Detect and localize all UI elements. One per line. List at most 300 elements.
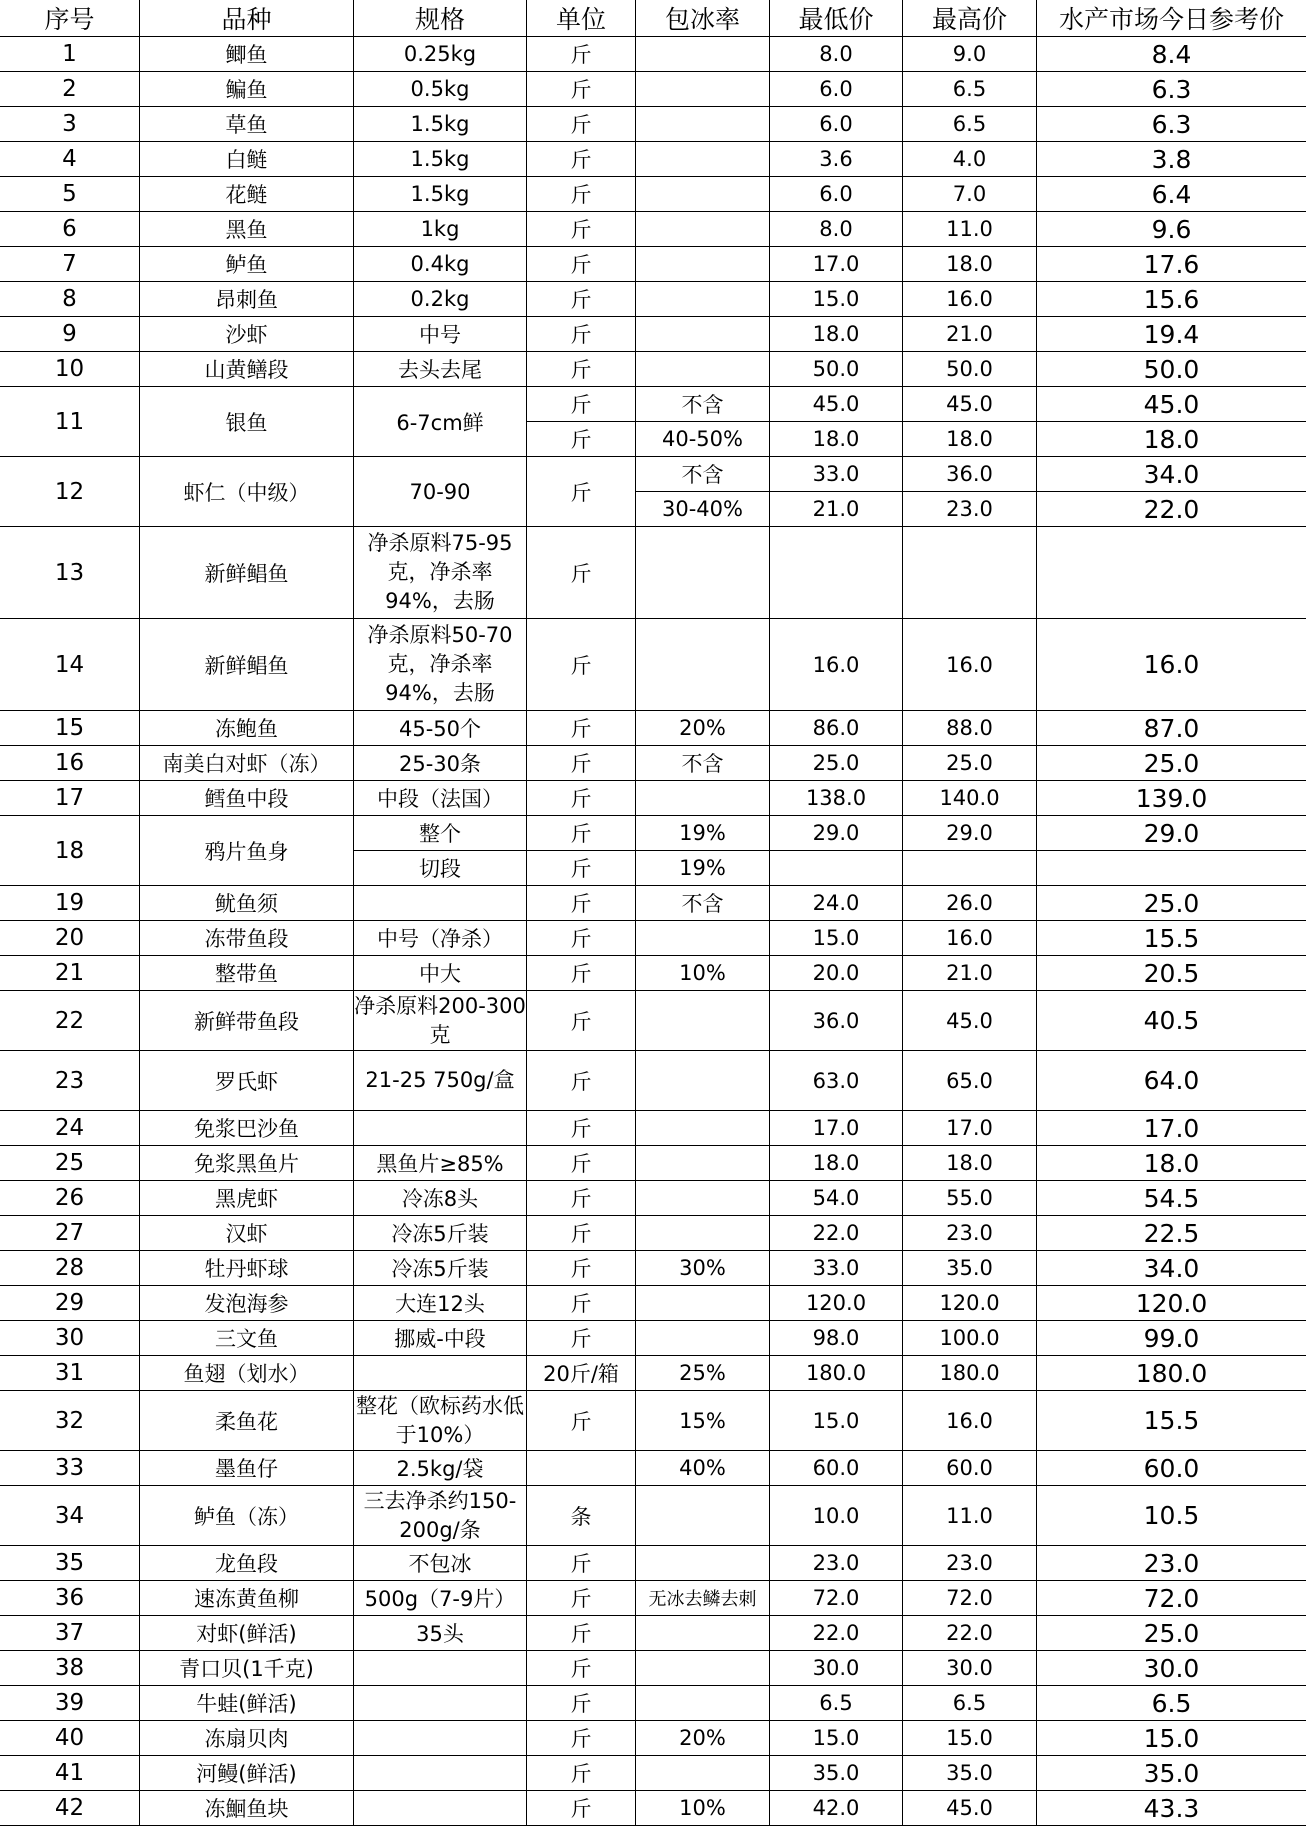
cell-min-price: 17.0 xyxy=(770,1111,903,1146)
table-row xyxy=(0,247,1306,282)
cell-name: 速冻黄鱼柳 xyxy=(140,1581,354,1616)
cell-name: 免浆黑鱼片 xyxy=(140,1146,354,1181)
cell-name: 整带鱼 xyxy=(140,956,354,991)
cell-no: 16 xyxy=(0,746,140,781)
cell-unit: 斤 xyxy=(527,282,636,317)
cell-ref-price: 34.0 xyxy=(1037,457,1306,492)
cell-min-price: 15.0 xyxy=(770,1721,903,1756)
cell-no: 26 xyxy=(0,1181,140,1216)
cell-ice-rate xyxy=(636,1286,770,1321)
cell-unit: 斤 xyxy=(527,1111,636,1146)
cell-name: 昂刺鱼 xyxy=(140,282,354,317)
cell-spec: 500g（7-9片） xyxy=(354,1581,527,1616)
cell-unit: 斤 xyxy=(527,1251,636,1286)
cell-max-price: 88.0 xyxy=(903,711,1037,746)
cell-max-price: 21.0 xyxy=(903,317,1037,352)
cell-name: 虾仁（中级） xyxy=(140,457,354,527)
cell-ref-price: 87.0 xyxy=(1037,711,1306,746)
cell-ref-price: 60.0 xyxy=(1037,1451,1306,1486)
cell-min-price: 24.0 xyxy=(770,886,903,921)
cell-unit: 斤 xyxy=(527,247,636,282)
cell-min-price: 18.0 xyxy=(770,1146,903,1181)
cell-min-price: 17.0 xyxy=(770,247,903,282)
cell-spec: 整个 xyxy=(354,816,527,851)
cell-spec: 净杀原料200-300克 xyxy=(354,991,527,1051)
cell-unit: 斤 xyxy=(527,107,636,142)
cell-no: 33 xyxy=(0,1451,140,1486)
cell-max-price: 35.0 xyxy=(903,1756,1037,1791)
table-row xyxy=(0,1251,1306,1286)
cell-unit: 斤 xyxy=(527,1791,636,1826)
cell-ice-rate xyxy=(636,781,770,816)
cell-unit: 斤 xyxy=(527,1321,636,1356)
cell-ice-rate: 不含 xyxy=(636,746,770,781)
cell-min-price: 30.0 xyxy=(770,1651,903,1686)
cell-unit: 斤 xyxy=(527,921,636,956)
header-no: 序号 xyxy=(0,0,140,37)
header-unit: 单位 xyxy=(527,0,636,37)
cell-ref-price: 30.0 xyxy=(1037,1651,1306,1686)
table-row xyxy=(0,1581,1306,1616)
table-row xyxy=(0,1451,1306,1486)
cell-spec: 0.25kg xyxy=(354,37,527,72)
cell-name: 黑鱼 xyxy=(140,212,354,247)
cell-no: 19 xyxy=(0,886,140,921)
cell-ice-rate: 15% xyxy=(636,1391,770,1451)
cell-max-price: 45.0 xyxy=(903,1791,1037,1826)
cell-min-price: 16.0 xyxy=(770,619,903,711)
cell-unit: 斤 xyxy=(527,387,636,422)
cell-unit: 斤 xyxy=(527,991,636,1051)
cell-unit: 斤 xyxy=(527,1286,636,1321)
cell-name: 鳊鱼 xyxy=(140,72,354,107)
cell-max-price: 11.0 xyxy=(903,1486,1037,1546)
cell-ref-price: 180.0 xyxy=(1037,1356,1306,1391)
cell-max-price: 23.0 xyxy=(903,1216,1037,1251)
cell-no: 1 xyxy=(0,37,140,72)
cell-ref-price: 22.0 xyxy=(1037,492,1306,527)
cell-max-price: 4.0 xyxy=(903,142,1037,177)
cell-unit: 斤 xyxy=(527,1391,636,1451)
cell-min-price: 72.0 xyxy=(770,1581,903,1616)
cell-min-price: 63.0 xyxy=(770,1051,903,1111)
cell-max-price: 50.0 xyxy=(903,352,1037,387)
cell-min-price: 98.0 xyxy=(770,1321,903,1356)
cell-no: 30 xyxy=(0,1321,140,1356)
table-row xyxy=(0,1721,1306,1756)
cell-name: 冻鮰鱼块 xyxy=(140,1791,354,1826)
cell-spec: 0.4kg xyxy=(354,247,527,282)
table-row xyxy=(0,1286,1306,1321)
cell-no: 37 xyxy=(0,1616,140,1651)
cell-unit: 斤 xyxy=(527,352,636,387)
cell-ref-price: 17.0 xyxy=(1037,1111,1306,1146)
cell-name: 鱼翅（划水） xyxy=(140,1356,354,1391)
cell-min-price: 8.0 xyxy=(770,212,903,247)
cell-spec xyxy=(354,1111,527,1146)
cell-spec: 黑鱼片≥85% xyxy=(354,1146,527,1181)
cell-min-price: 22.0 xyxy=(770,1216,903,1251)
cell-ice-rate xyxy=(636,1111,770,1146)
cell-unit: 斤 xyxy=(527,619,636,711)
cell-name: 罗氏虾 xyxy=(140,1051,354,1111)
cell-ice-rate xyxy=(636,317,770,352)
cell-ref-price: 64.0 xyxy=(1037,1051,1306,1111)
cell-name: 对虾(鲜活) xyxy=(140,1616,354,1651)
cell-unit: 斤 xyxy=(527,1756,636,1791)
cell-ice-rate: 20% xyxy=(636,1721,770,1756)
cell-min-price: 18.0 xyxy=(770,422,903,457)
cell-spec: 45-50个 xyxy=(354,711,527,746)
cell-min-price: 6.0 xyxy=(770,72,903,107)
cell-no: 32 xyxy=(0,1391,140,1451)
cell-ref-price xyxy=(1037,851,1306,886)
header-max-price: 最高价 xyxy=(903,0,1037,37)
cell-spec xyxy=(354,1721,527,1756)
cell-max-price: 9.0 xyxy=(903,37,1037,72)
cell-no: 31 xyxy=(0,1356,140,1391)
cell-ref-price: 99.0 xyxy=(1037,1321,1306,1356)
cell-no: 40 xyxy=(0,1721,140,1756)
table-row xyxy=(0,387,1306,422)
cell-ice-rate xyxy=(636,1321,770,1356)
cell-ref-price: 50.0 xyxy=(1037,352,1306,387)
cell-name: 黑虎虾 xyxy=(140,1181,354,1216)
cell-ref-price: 15.0 xyxy=(1037,1721,1306,1756)
cell-min-price: 18.0 xyxy=(770,317,903,352)
cell-spec: 冷冻5斤装 xyxy=(354,1251,527,1286)
cell-spec xyxy=(354,886,527,921)
cell-name: 鳕鱼中段 xyxy=(140,781,354,816)
cell-max-price: 140.0 xyxy=(903,781,1037,816)
cell-spec: 6-7cm鲜 xyxy=(354,387,527,457)
table-row xyxy=(0,1356,1306,1391)
cell-name: 南美白对虾（冻） xyxy=(140,746,354,781)
cell-name: 山黄鳝段 xyxy=(140,352,354,387)
cell-ice-rate xyxy=(636,1216,770,1251)
cell-min-price: 6.0 xyxy=(770,107,903,142)
cell-no: 15 xyxy=(0,711,140,746)
cell-ice-rate xyxy=(636,1756,770,1791)
cell-ice-rate xyxy=(636,177,770,212)
cell-no: 36 xyxy=(0,1581,140,1616)
cell-max-price: 35.0 xyxy=(903,1251,1037,1286)
table-row xyxy=(0,37,1306,72)
cell-max-price: 6.5 xyxy=(903,1686,1037,1721)
cell-min-price: 21.0 xyxy=(770,492,903,527)
cell-no: 38 xyxy=(0,1651,140,1686)
cell-ref-price: 6.5 xyxy=(1037,1686,1306,1721)
cell-name: 银鱼 xyxy=(140,387,354,457)
cell-max-price: 18.0 xyxy=(903,1146,1037,1181)
table-row xyxy=(0,527,1306,619)
cell-no: 17 xyxy=(0,781,140,816)
cell-spec: 整花（欧标药水低于10%） xyxy=(354,1391,527,1451)
cell-name: 发泡海参 xyxy=(140,1286,354,1321)
cell-name: 冻鲍鱼 xyxy=(140,711,354,746)
cell-no: 28 xyxy=(0,1251,140,1286)
cell-max-price: 100.0 xyxy=(903,1321,1037,1356)
cell-name: 鲈鱼（冻） xyxy=(140,1486,354,1546)
cell-unit: 斤 xyxy=(527,956,636,991)
cell-no: 11 xyxy=(0,387,140,457)
cell-min-price xyxy=(770,851,903,886)
table-row xyxy=(0,282,1306,317)
cell-ref-price: 15.6 xyxy=(1037,282,1306,317)
cell-ref-price: 35.0 xyxy=(1037,1756,1306,1791)
table-row xyxy=(0,1546,1306,1581)
cell-ref-price: 10.5 xyxy=(1037,1486,1306,1546)
cell-ice-rate xyxy=(636,619,770,711)
cell-ice-rate: 40-50% xyxy=(636,422,770,457)
table-row xyxy=(0,1756,1306,1791)
cell-spec: 中段（法国） xyxy=(354,781,527,816)
cell-spec: 21-25 750g/盒 xyxy=(354,1051,527,1111)
cell-no: 9 xyxy=(0,317,140,352)
table-row xyxy=(0,72,1306,107)
cell-no: 12 xyxy=(0,457,140,527)
cell-name: 柔鱼花 xyxy=(140,1391,354,1451)
table-row xyxy=(0,1321,1306,1356)
cell-ref-price: 19.4 xyxy=(1037,317,1306,352)
cell-ice-rate: 19% xyxy=(636,851,770,886)
cell-max-price xyxy=(903,527,1037,619)
cell-max-price: 16.0 xyxy=(903,619,1037,711)
table-row xyxy=(0,1791,1306,1826)
cell-min-price: 33.0 xyxy=(770,457,903,492)
cell-spec: 切段 xyxy=(354,851,527,886)
table-row xyxy=(0,1486,1306,1546)
cell-max-price: 180.0 xyxy=(903,1356,1037,1391)
cell-no: 5 xyxy=(0,177,140,212)
table-row xyxy=(0,816,1306,851)
cell-ice-rate: 无冰去鳞去刺 xyxy=(636,1581,770,1616)
cell-min-price: 15.0 xyxy=(770,1391,903,1451)
table-row xyxy=(0,457,1306,492)
header-min-price: 最低价 xyxy=(770,0,903,37)
cell-spec xyxy=(354,1651,527,1686)
cell-name: 鸦片鱼身 xyxy=(140,816,354,886)
cell-ref-price: 25.0 xyxy=(1037,886,1306,921)
cell-name: 鲫鱼 xyxy=(140,37,354,72)
cell-ref-price: 6.3 xyxy=(1037,72,1306,107)
cell-no: 10 xyxy=(0,352,140,387)
cell-max-price: 16.0 xyxy=(903,282,1037,317)
table-row xyxy=(0,352,1306,387)
cell-ice-rate: 20% xyxy=(636,711,770,746)
cell-max-price xyxy=(903,851,1037,886)
cell-spec: 1.5kg xyxy=(354,177,527,212)
cell-unit: 斤 xyxy=(527,72,636,107)
cell-unit: 斤 xyxy=(527,1651,636,1686)
cell-no: 27 xyxy=(0,1216,140,1251)
cell-unit: 斤 xyxy=(527,142,636,177)
cell-ice-rate xyxy=(636,1651,770,1686)
table-row xyxy=(0,1216,1306,1251)
cell-spec: 大连12头 xyxy=(354,1286,527,1321)
cell-min-price: 42.0 xyxy=(770,1791,903,1826)
cell-unit: 斤 xyxy=(527,886,636,921)
cell-min-price: 8.0 xyxy=(770,37,903,72)
cell-ref-price: 139.0 xyxy=(1037,781,1306,816)
cell-ice-rate: 40% xyxy=(636,1451,770,1486)
cell-name: 冻带鱼段 xyxy=(140,921,354,956)
cell-max-price: 6.5 xyxy=(903,107,1037,142)
cell-spec: 25-30条 xyxy=(354,746,527,781)
cell-ref-price: 40.5 xyxy=(1037,991,1306,1051)
cell-spec: 35头 xyxy=(354,1616,527,1651)
cell-spec: 中大 xyxy=(354,956,527,991)
cell-unit: 斤 xyxy=(527,177,636,212)
cell-max-price: 16.0 xyxy=(903,1391,1037,1451)
table-row xyxy=(0,711,1306,746)
cell-ice-rate xyxy=(636,107,770,142)
cell-spec: 冷冻8头 xyxy=(354,1181,527,1216)
table-row xyxy=(0,746,1306,781)
cell-max-price: 21.0 xyxy=(903,956,1037,991)
cell-ref-price: 54.5 xyxy=(1037,1181,1306,1216)
cell-name: 白鲢 xyxy=(140,142,354,177)
cell-ice-rate xyxy=(636,282,770,317)
cell-min-price: 20.0 xyxy=(770,956,903,991)
cell-max-price: 26.0 xyxy=(903,886,1037,921)
cell-max-price: 30.0 xyxy=(903,1651,1037,1686)
cell-unit: 斤 xyxy=(527,711,636,746)
cell-ref-price: 23.0 xyxy=(1037,1546,1306,1581)
cell-spec: 中号 xyxy=(354,317,527,352)
cell-name: 新鲜鲳鱼 xyxy=(140,527,354,619)
cell-name: 冻扇贝肉 xyxy=(140,1721,354,1756)
cell-max-price: 15.0 xyxy=(903,1721,1037,1756)
cell-ref-price: 72.0 xyxy=(1037,1581,1306,1616)
cell-ice-rate xyxy=(636,991,770,1051)
cell-ice-rate xyxy=(636,1051,770,1111)
cell-unit: 斤 xyxy=(527,1146,636,1181)
cell-max-price: 45.0 xyxy=(903,387,1037,422)
cell-unit: 斤 xyxy=(527,37,636,72)
cell-min-price: 10.0 xyxy=(770,1486,903,1546)
cell-unit: 斤 xyxy=(527,422,636,457)
cell-min-price: 15.0 xyxy=(770,921,903,956)
cell-unit: 斤 xyxy=(527,212,636,247)
table-row xyxy=(0,1651,1306,1686)
cell-ref-price: 9.6 xyxy=(1037,212,1306,247)
cell-spec: 冷冻5斤装 xyxy=(354,1216,527,1251)
cell-name: 河鳗(鲜活) xyxy=(140,1756,354,1791)
cell-min-price: 120.0 xyxy=(770,1286,903,1321)
cell-spec: 0.5kg xyxy=(354,72,527,107)
cell-ref-price: 29.0 xyxy=(1037,816,1306,851)
cell-ref-price: 20.5 xyxy=(1037,956,1306,991)
cell-max-price: 18.0 xyxy=(903,247,1037,282)
cell-no: 41 xyxy=(0,1756,140,1791)
cell-ref-price: 8.4 xyxy=(1037,37,1306,72)
cell-max-price: 60.0 xyxy=(903,1451,1037,1486)
cell-ice-rate xyxy=(636,37,770,72)
cell-ice-rate xyxy=(636,1181,770,1216)
cell-unit: 斤 xyxy=(527,1051,636,1111)
cell-no: 6 xyxy=(0,212,140,247)
cell-unit: 斤 xyxy=(527,1216,636,1251)
cell-name: 新鲜鲳鱼 xyxy=(140,619,354,711)
table-row xyxy=(0,619,1306,711)
cell-ice-rate: 10% xyxy=(636,1791,770,1826)
cell-ice-rate xyxy=(636,72,770,107)
cell-ref-price: 34.0 xyxy=(1037,1251,1306,1286)
table-row xyxy=(0,1391,1306,1451)
cell-min-price: 180.0 xyxy=(770,1356,903,1391)
cell-ice-rate: 不含 xyxy=(636,457,770,492)
cell-min-price: 33.0 xyxy=(770,1251,903,1286)
cell-min-price: 3.6 xyxy=(770,142,903,177)
cell-min-price: 86.0 xyxy=(770,711,903,746)
cell-no: 34 xyxy=(0,1486,140,1546)
table-row xyxy=(0,1146,1306,1181)
cell-name: 青口贝(1千克) xyxy=(140,1651,354,1686)
table-header xyxy=(0,0,1306,37)
cell-max-price: 45.0 xyxy=(903,991,1037,1051)
cell-no: 24 xyxy=(0,1111,140,1146)
cell-ref-price: 6.4 xyxy=(1037,177,1306,212)
cell-ref-price: 15.5 xyxy=(1037,1391,1306,1451)
cell-ref-price: 120.0 xyxy=(1037,1286,1306,1321)
table-row xyxy=(0,317,1306,352)
cell-min-price: 60.0 xyxy=(770,1451,903,1486)
cell-spec: 70-90 xyxy=(354,457,527,527)
cell-min-price: 54.0 xyxy=(770,1181,903,1216)
cell-name: 草鱼 xyxy=(140,107,354,142)
cell-ice-rate: 19% xyxy=(636,816,770,851)
cell-no: 2 xyxy=(0,72,140,107)
cell-ice-rate xyxy=(636,212,770,247)
cell-spec: 三去净杀约150-200g/条 xyxy=(354,1486,527,1546)
header-spec: 规格 xyxy=(354,0,527,37)
cell-max-price: 72.0 xyxy=(903,1581,1037,1616)
cell-spec: 2.5kg/袋 xyxy=(354,1451,527,1486)
cell-no: 25 xyxy=(0,1146,140,1181)
cell-ref-price: 15.5 xyxy=(1037,921,1306,956)
cell-unit: 斤 xyxy=(527,1546,636,1581)
cell-max-price: 11.0 xyxy=(903,212,1037,247)
cell-ref-price: 45.0 xyxy=(1037,387,1306,422)
cell-name: 龙鱼段 xyxy=(140,1546,354,1581)
cell-spec: 0.2kg xyxy=(354,282,527,317)
cell-max-price: 16.0 xyxy=(903,921,1037,956)
cell-max-price: 6.5 xyxy=(903,72,1037,107)
cell-spec: 中号（净杀） xyxy=(354,921,527,956)
cell-unit: 斤 xyxy=(527,851,636,886)
cell-max-price: 120.0 xyxy=(903,1286,1037,1321)
cell-max-price: 18.0 xyxy=(903,422,1037,457)
cell-spec xyxy=(354,1686,527,1721)
table-row xyxy=(0,886,1306,921)
table-row xyxy=(0,212,1306,247)
cell-ice-rate xyxy=(636,1616,770,1651)
cell-no: 42 xyxy=(0,1791,140,1826)
cell-name: 汉虾 xyxy=(140,1216,354,1251)
cell-unit: 条 xyxy=(527,1486,636,1546)
cell-max-price: 23.0 xyxy=(903,492,1037,527)
table-row xyxy=(0,781,1306,816)
cell-no: 3 xyxy=(0,107,140,142)
cell-min-price: 6.0 xyxy=(770,177,903,212)
cell-ref-price: 25.0 xyxy=(1037,1616,1306,1651)
cell-unit: 斤 xyxy=(527,816,636,851)
cell-ice-rate: 25% xyxy=(636,1356,770,1391)
cell-max-price: 65.0 xyxy=(903,1051,1037,1111)
cell-ref-price: 25.0 xyxy=(1037,746,1306,781)
cell-no: 13 xyxy=(0,527,140,619)
